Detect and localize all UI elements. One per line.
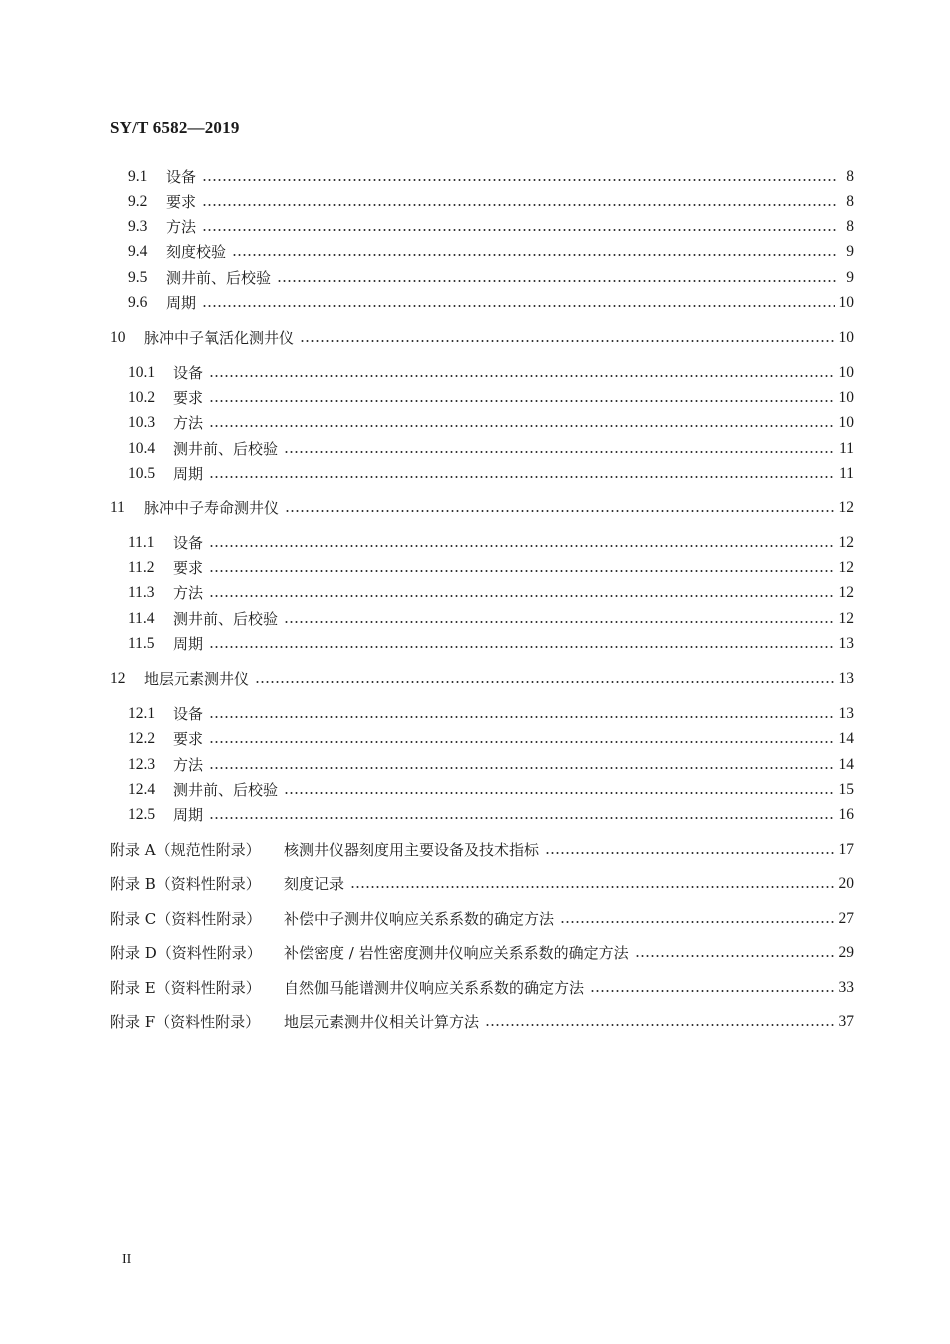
toc-entry-number: 12.4 <box>128 781 156 798</box>
toc-entry-number: 附录 A（规范性附录） <box>110 841 261 859</box>
toc-entry-10-1[interactable] <box>128 362 854 384</box>
toc-entry-page: 12 <box>838 499 854 516</box>
toc-entry-11-3[interactable] <box>128 582 854 604</box>
toc-leader-dots <box>284 779 834 801</box>
toc-appendix-e[interactable] <box>110 977 854 999</box>
toc-entry-title: 周期 <box>173 806 204 824</box>
toc-leader-dots <box>209 532 834 554</box>
toc-entry-number: 11.4 <box>128 610 155 627</box>
toc-entry-title: 地层元素测井仪相关计算方法 <box>284 1013 480 1031</box>
toc-leader-dots <box>209 703 834 725</box>
toc-leader-dots <box>209 387 834 409</box>
toc-entry-title: 补偿密度 / 岩性密度测井仪响应关系系数的确定方法 <box>284 944 629 962</box>
toc-entry-title: 方法 <box>173 756 204 774</box>
toc-leader-dots <box>277 267 836 289</box>
toc-leader-dots <box>590 977 834 999</box>
toc-leader-dots <box>209 728 834 750</box>
toc-entry-page: 14 <box>838 756 854 773</box>
toc-leader-dots <box>560 908 834 930</box>
toc-leader-dots <box>284 608 834 630</box>
toc-entry-12-5[interactable] <box>128 804 854 826</box>
toc-entry-number: 12.2 <box>128 730 156 747</box>
toc-leader-dots <box>209 754 834 776</box>
toc-entry-12-1[interactable] <box>128 703 854 725</box>
toc-entry-10-3[interactable] <box>128 412 854 434</box>
toc-entry-11-5[interactable] <box>128 633 854 655</box>
toc-entry-9-6[interactable] <box>128 292 854 314</box>
toc-leader-dots <box>284 438 835 460</box>
toc-leader-dots <box>300 327 834 349</box>
toc-appendix-f[interactable] <box>110 1011 854 1033</box>
toc-entry-9-3[interactable] <box>128 216 854 238</box>
toc-entry-number: 附录 F（资料性附录） <box>110 1013 261 1031</box>
toc-entry-title: 周期 <box>173 635 204 653</box>
toc-entry-page: 12 <box>838 584 854 601</box>
toc-leader-dots <box>209 412 834 434</box>
toc-entry-title: 核测井仪器刻度用主要设备及技术指标 <box>284 841 540 859</box>
toc-entry-title: 自然伽马能谱测井仪响应关系系数的确定方法 <box>284 979 585 997</box>
toc-entry-page: 11 <box>839 440 854 457</box>
toc-entry-number: 附录 B（资料性附录） <box>110 875 261 893</box>
toc-entry-page: 17 <box>838 841 854 858</box>
toc-entry-page: 37 <box>838 1013 854 1030</box>
toc-entry-10-2[interactable] <box>128 387 854 409</box>
toc-entry-number: 11.1 <box>128 534 155 551</box>
toc-entry-12-4[interactable] <box>128 779 854 801</box>
toc-entry-page: 8 <box>846 193 854 210</box>
standard-id-header: SY/T 6582—2019 <box>110 118 240 137</box>
toc-entry-page: 15 <box>838 781 854 798</box>
toc-entry-number: 11.3 <box>128 584 155 601</box>
toc-leader-dots <box>285 497 834 519</box>
toc-leader-dots <box>255 668 834 690</box>
toc-leader-dots <box>202 191 836 213</box>
toc-entry-page: 8 <box>846 168 854 185</box>
toc-leader-dots <box>209 362 834 384</box>
toc-entry-title: 测井前、后校验 <box>173 610 279 628</box>
toc-leader-dots <box>202 292 834 314</box>
toc-entry-title: 测井前、后校验 <box>166 269 272 287</box>
toc-entry-number: 12 <box>110 670 126 687</box>
toc-entry-title: 测井前、后校验 <box>173 781 279 799</box>
toc-entry-title: 要求 <box>166 193 197 211</box>
toc-entry-page: 33 <box>838 979 854 996</box>
toc-entry-number: 附录 C（资料性附录） <box>110 910 262 928</box>
page-number-footer: II <box>122 1252 132 1267</box>
toc-entry-title: 设备 <box>173 364 204 382</box>
toc-entry-title: 方法 <box>173 584 204 602</box>
toc-leader-dots <box>209 582 834 604</box>
toc-entry-title: 补偿中子测井仪响应关系系数的确定方法 <box>284 910 555 928</box>
toc-entry-page: 29 <box>838 944 854 961</box>
toc-leader-dots <box>485 1011 834 1033</box>
toc-entry-number: 9.5 <box>128 269 148 286</box>
toc-leader-dots <box>635 942 835 964</box>
toc-entry-title: 测井前、后校验 <box>173 440 279 458</box>
toc-entry-page: 10 <box>838 329 854 346</box>
toc-entry-10-5[interactable] <box>128 463 854 485</box>
toc-entry-title: 周期 <box>166 294 197 312</box>
toc-entry-number: 10 <box>110 329 126 346</box>
toc-entry-page: 10 <box>838 389 854 406</box>
toc-appendix-b[interactable] <box>110 873 854 895</box>
toc-entry-number: 11.5 <box>128 635 155 652</box>
toc-leader-dots <box>232 241 836 263</box>
toc-appendix-c[interactable] <box>110 908 854 930</box>
toc-entry-page: 13 <box>838 670 854 687</box>
toc-entry-page: 8 <box>846 218 854 235</box>
toc-entry-number: 10.1 <box>128 364 156 381</box>
toc-entry-number: 12.5 <box>128 806 156 823</box>
toc-entry-title: 方法 <box>166 218 197 236</box>
toc-entry-number: 10.4 <box>128 440 156 457</box>
toc-entry-page: 27 <box>838 910 854 927</box>
toc-leader-dots <box>209 557 834 579</box>
toc-entry-number: 10.2 <box>128 389 156 406</box>
toc-entry-title: 脉冲中子寿命测井仪 <box>144 499 280 517</box>
toc-entry-title: 地层元素测井仪 <box>144 670 250 688</box>
toc-entry-title: 设备 <box>166 168 197 186</box>
toc-entry-page: 9 <box>846 269 854 286</box>
toc-entry-number: 11 <box>110 499 125 516</box>
toc-entry-page: 11 <box>839 465 854 482</box>
toc-entry-title: 要求 <box>173 730 204 748</box>
toc-entry-number: 附录 D（资料性附录） <box>110 944 262 962</box>
toc-entry-page: 14 <box>838 730 854 747</box>
toc-entry-number: 11.2 <box>128 559 155 576</box>
toc-entry-12-3[interactable] <box>128 754 854 776</box>
toc-entry-number: 9.6 <box>128 294 148 311</box>
toc-entry-title: 刻度记录 <box>284 875 345 893</box>
toc-leader-dots <box>545 839 834 861</box>
toc-entry-number: 12.1 <box>128 705 156 722</box>
toc-entry-title: 刻度校验 <box>166 243 227 261</box>
toc-entry-number: 9.1 <box>128 168 148 185</box>
toc-entry-page: 13 <box>838 705 854 722</box>
toc-entry-12-2[interactable] <box>128 728 854 750</box>
toc-entry-title: 要求 <box>173 559 204 577</box>
toc-entry-page: 9 <box>846 243 854 260</box>
toc-entry-number: 12.3 <box>128 756 156 773</box>
toc-appendix-d[interactable] <box>110 942 854 964</box>
toc-chapter-11[interactable] <box>110 497 854 519</box>
toc-entry-number: 附录 E（资料性附录） <box>110 979 261 997</box>
toc-entry-11-2[interactable] <box>128 557 854 579</box>
toc-leader-dots <box>202 216 836 238</box>
toc-entry-page: 16 <box>838 806 854 823</box>
toc-entry-number: 10.5 <box>128 465 156 482</box>
toc-appendix-a[interactable] <box>110 839 854 861</box>
toc-entry-page: 12 <box>838 534 854 551</box>
toc-entry-9-1[interactable] <box>128 166 854 188</box>
toc-entry-page: 20 <box>838 875 854 892</box>
toc-entry-title: 脉冲中子氧活化测井仪 <box>144 329 295 347</box>
toc-entry-title: 方法 <box>173 414 204 432</box>
toc-entry-9-5[interactable] <box>128 267 854 289</box>
toc-leader-dots <box>209 633 834 655</box>
toc-entry-11-4[interactable] <box>128 608 854 630</box>
toc-entry-page: 13 <box>838 635 854 652</box>
toc-entry-10-4[interactable] <box>128 438 854 460</box>
toc-chapter-10[interactable] <box>110 327 854 349</box>
toc-entry-9-4[interactable] <box>128 241 854 263</box>
toc-chapter-12[interactable] <box>110 668 854 690</box>
toc-entry-number: 9.4 <box>128 243 148 260</box>
toc-entry-title: 设备 <box>173 534 204 552</box>
toc-entry-number: 10.3 <box>128 414 156 431</box>
toc-entry-title: 要求 <box>173 389 204 407</box>
toc-entry-number: 9.3 <box>128 218 148 235</box>
toc-entry-page: 10 <box>838 364 854 381</box>
toc-entry-page: 10 <box>838 414 854 431</box>
toc-entry-9-2[interactable] <box>128 191 854 213</box>
toc-leader-dots <box>209 463 835 485</box>
toc-leader-dots <box>202 166 836 188</box>
toc-leader-dots <box>350 873 834 895</box>
toc-entry-number: 9.2 <box>128 193 148 210</box>
toc-entry-11-1[interactable] <box>128 532 854 554</box>
toc-entry-page: 12 <box>838 610 854 627</box>
toc-entry-title: 设备 <box>173 705 204 723</box>
toc-entry-page: 10 <box>838 294 854 311</box>
toc-entry-page: 12 <box>838 559 854 576</box>
toc-leader-dots <box>209 804 834 826</box>
toc-entry-title: 周期 <box>173 465 204 483</box>
